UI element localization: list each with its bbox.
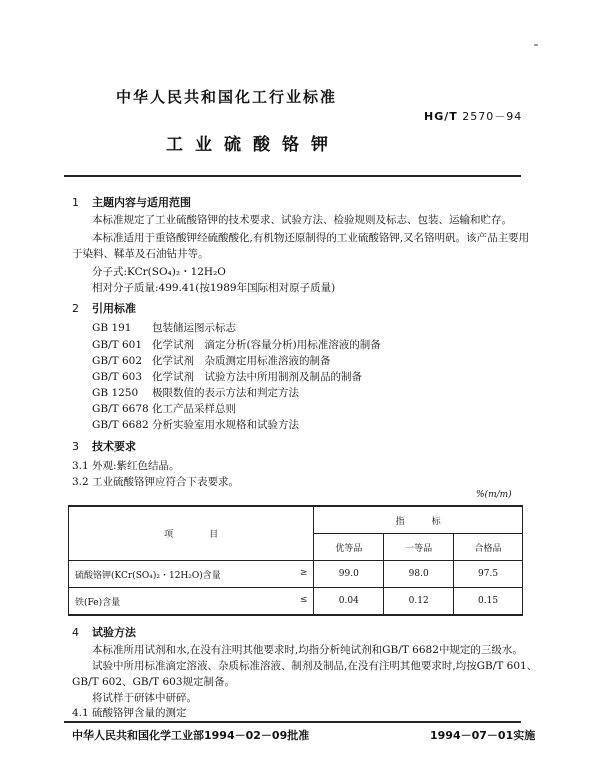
reference-text: 极限数值的表示方法和判定方法	[152, 387, 299, 399]
section-4-paragraph-2b: GB/T 602、GB/T 603规定制备。	[72, 676, 236, 688]
implementation-date: 1994－07－01实施	[430, 729, 536, 742]
section-3-number: 3	[72, 440, 79, 453]
molecular-formula: 分子式:KCr(SO₄)₂・12H₂O	[92, 266, 226, 278]
section-4-number: 4	[72, 626, 79, 639]
clause-3-1-number: 3.1	[72, 460, 89, 472]
value-cell: 0.04	[314, 588, 384, 616]
clause-4-1-text: 硫酸铬钾含量的测定	[92, 707, 187, 719]
reference-code: GB/T 603	[92, 371, 143, 383]
footer-rule	[64, 721, 521, 723]
scan-mark	[534, 44, 538, 46]
value-cell: 0.15	[454, 588, 523, 616]
standard-code	[424, 108, 522, 124]
reference-code: GB 1250	[92, 387, 139, 399]
section-1-title: 主题内容与适用范围	[92, 196, 191, 209]
section-4-paragraph-2a: 试验中所用标准滴定溶液、杂质标准溶液、制剂及制品,在没有注明其他要求时,均按GB/T 601、	[92, 660, 538, 672]
row-name: 硫酸铬钾(KCr(SO₄)₂・12H₂O)含量	[75, 570, 221, 581]
reference-item	[92, 337, 381, 352]
molecular-mass: 相对分子质量:499.41(按1989年国际相对原子质量)	[92, 282, 336, 294]
comparison-symbol: ≥	[299, 567, 308, 578]
clause-3-2	[72, 474, 239, 489]
section-3-heading	[72, 438, 136, 454]
reference-item	[92, 353, 331, 368]
grade-superior: 优等品	[314, 534, 384, 561]
reference-text: 化学试剂 滴定分析(容量分析)用标准溶液的制备	[152, 339, 381, 351]
reference-text: 分析实验室用水规格和试验方法	[152, 419, 299, 431]
reference-code: GB/T 602	[92, 355, 143, 367]
reference-text: 化学试剂 杂质测定用标准溶液的制备	[152, 355, 331, 367]
standard-organization: 中华人民共和国化工行业标准	[116, 88, 338, 106]
row-label	[69, 588, 314, 616]
comparison-symbol: ≤	[299, 594, 308, 605]
grade-qualified: 合格品	[454, 534, 523, 561]
section-4-title: 试验方法	[92, 626, 136, 639]
value-cell: 99.0	[314, 561, 384, 588]
row-label	[69, 561, 314, 588]
clause-3-1-text: 外观:紫红色结晶。	[92, 460, 180, 472]
section-4-heading	[72, 624, 136, 640]
section-2-heading	[72, 300, 136, 316]
table-unit: %(m/m)	[476, 490, 512, 500]
index-header: 指 标	[314, 506, 523, 534]
reference-code: GB/T 601	[92, 339, 143, 351]
table-row	[69, 588, 523, 616]
value-cell: 98.0	[384, 561, 454, 588]
grade-first: 一等品	[384, 534, 454, 561]
specification-table	[68, 505, 523, 616]
section-2-number: 2	[72, 302, 79, 315]
section-1-number: 1	[72, 196, 79, 209]
table-row	[69, 561, 523, 588]
reference-code: GB/T 6682	[92, 419, 149, 431]
reference-item	[92, 320, 236, 335]
section-2-title: 引用标准	[92, 302, 136, 315]
reference-item	[92, 369, 362, 384]
table-header-row	[69, 506, 523, 534]
section-4-paragraph-1: 本标准所用试剂和水,在没有注明其他要求时,均指分析纯试剂和GB/T 6682中规定的三级水。	[92, 644, 523, 656]
section-1-paragraph-2b: 于染料、鞣革及石油钻井等。	[72, 248, 209, 260]
standard-prefix: HG/T	[424, 110, 458, 123]
issuer-approval: 中华人民共和国化学工业部1994－02－09批准	[72, 729, 310, 742]
clause-4-1-number: 4.1	[72, 707, 89, 719]
reference-text: 化学试剂 试验方法中所用制剂及制品的制备	[152, 371, 362, 383]
item-header: 项 目	[69, 506, 314, 561]
row-name: 铁(Fe)含量	[75, 597, 121, 608]
standard-number: 2570－94	[462, 110, 523, 123]
clause-3-2-text: 工业硫酸铬钾应符合下表要求。	[92, 476, 239, 488]
reference-item	[92, 401, 236, 416]
reference-item	[92, 417, 299, 432]
section-4-paragraph-3: 将试样于研钵中研碎。	[92, 692, 197, 704]
clause-3-2-number: 3.2	[72, 476, 89, 488]
value-cell: 0.12	[384, 588, 454, 616]
section-1-paragraph-1: 本标准规定了工业硫酸铬钾的技术要求、试验方法、检验规则及标志、包装、运输和贮存。	[92, 214, 512, 226]
section-1-paragraph-2a: 本标准适用于重铬酸钾经硫酸酸化,有机物还原制得的工业硫酸铬钾,又名铬明矾。该产品主要用	[92, 232, 530, 244]
clause-3-1	[72, 458, 180, 473]
header-rule	[64, 175, 521, 177]
reference-item	[92, 385, 299, 400]
section-3-title: 技术要求	[92, 440, 136, 453]
reference-code: GB 191	[92, 322, 132, 334]
value-cell: 97.5	[454, 561, 523, 588]
section-1-heading	[72, 194, 191, 210]
reference-code: GB/T 6678	[92, 403, 149, 415]
clause-4-1	[72, 705, 187, 720]
reference-text: 包装储运图示标志	[152, 322, 236, 334]
reference-text: 化工产品采样总则	[152, 403, 236, 415]
document-title: 工业硫酸铬钾	[166, 135, 340, 155]
